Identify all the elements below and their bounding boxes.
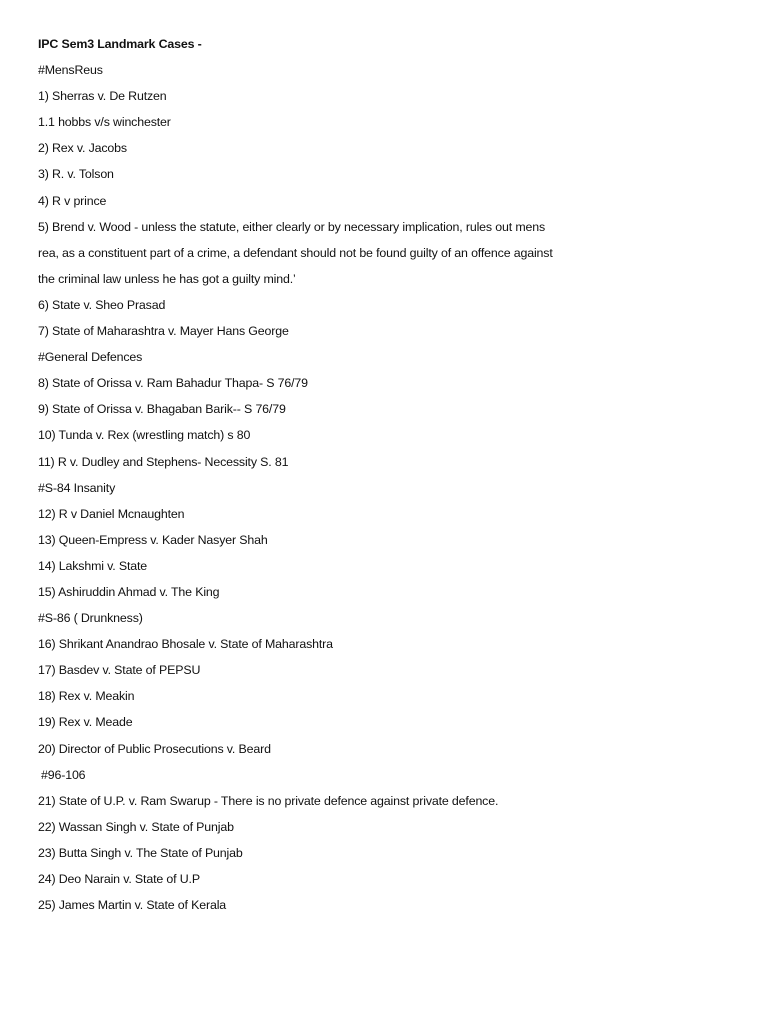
case-line: 25) James Martin v. State of Kerala: [38, 898, 227, 913]
case-line: 12) R v Daniel Mcnaughten: [38, 506, 185, 521]
case-line: 1.1 hobbs v/s winchester: [38, 115, 171, 130]
case-line: 20) Director of Public Prosecutions v. Beard: [38, 741, 271, 756]
case-line: 2) Rex v. Jacobs: [38, 141, 127, 156]
case-line: 6) State v. Sheo Prasad: [38, 297, 166, 312]
case-line: 16) Shrikant Anandrao Bhosale v. State of Maharashtra: [38, 637, 333, 652]
case-line: 1) Sherras v. De Rutzen: [38, 89, 167, 104]
document-body: [38, 31, 638, 918]
case-line: 21) State of U.P. v. Ram Swarup - There is no private defence against private defence.: [38, 793, 499, 808]
case-line: 18) Rex v. Meakin: [38, 689, 135, 704]
case-line: 17) Basdev v. State of PEPSU: [38, 663, 201, 678]
case-line: 5) Brend v. Wood - unless the statute, either clearly or by necessary implication, rules out mens: [38, 219, 546, 234]
case-line: 9) State of Orissa v. Bhagaban Barik-- S 76/79: [38, 402, 286, 417]
case-line: 24) Deo Narain v. State of U.P: [38, 872, 200, 886]
case-line: 14) Lakshmi v. State: [38, 558, 148, 573]
section-heading-private-defence: #96-106: [41, 767, 86, 782]
section-heading-mens-reus: #MensReus: [38, 63, 103, 78]
case-line: 19) Rex v. Meade: [38, 715, 133, 730]
section-heading-general-defences: #General Defences: [38, 350, 143, 365]
case-line: 13) Queen-Empress v. Kader Nasyer Shah: [38, 532, 268, 547]
case-line: 22) Wassan Singh v. State of Punjab: [38, 819, 234, 834]
case-line: 15) Ashiruddin Ahmad v. The King: [38, 584, 220, 599]
case-note-line: the criminal law unless he has got a guilty mind.’: [38, 271, 296, 286]
document-title: IPC Sem3 Landmark Cases -: [38, 37, 202, 51]
case-line: 8) State of Orissa v. Ram Bahadur Thapa- S 76/79: [38, 376, 308, 391]
section-heading-drunkness: #S-86 ( Drunkness): [38, 611, 143, 626]
case-line: 7) State of Maharashtra v. Mayer Hans George: [38, 324, 289, 339]
case-line: 4) R v prince: [38, 193, 107, 208]
case-line: 23) Butta Singh v. The State of Punjab: [38, 845, 243, 860]
case-line: 3) R. v. Tolson: [38, 167, 114, 182]
section-heading-insanity: #S-84 Insanity: [38, 480, 116, 495]
case-line: 11) R v. Dudley and Stephens- Necessity S. 81: [38, 454, 289, 469]
case-note-line: rea, as a constituent part of a crime, a defendant should not be found guilty of an offence against: [38, 245, 553, 260]
case-line: 10) Tunda v. Rex (wrestling match) s 80: [38, 428, 251, 443]
